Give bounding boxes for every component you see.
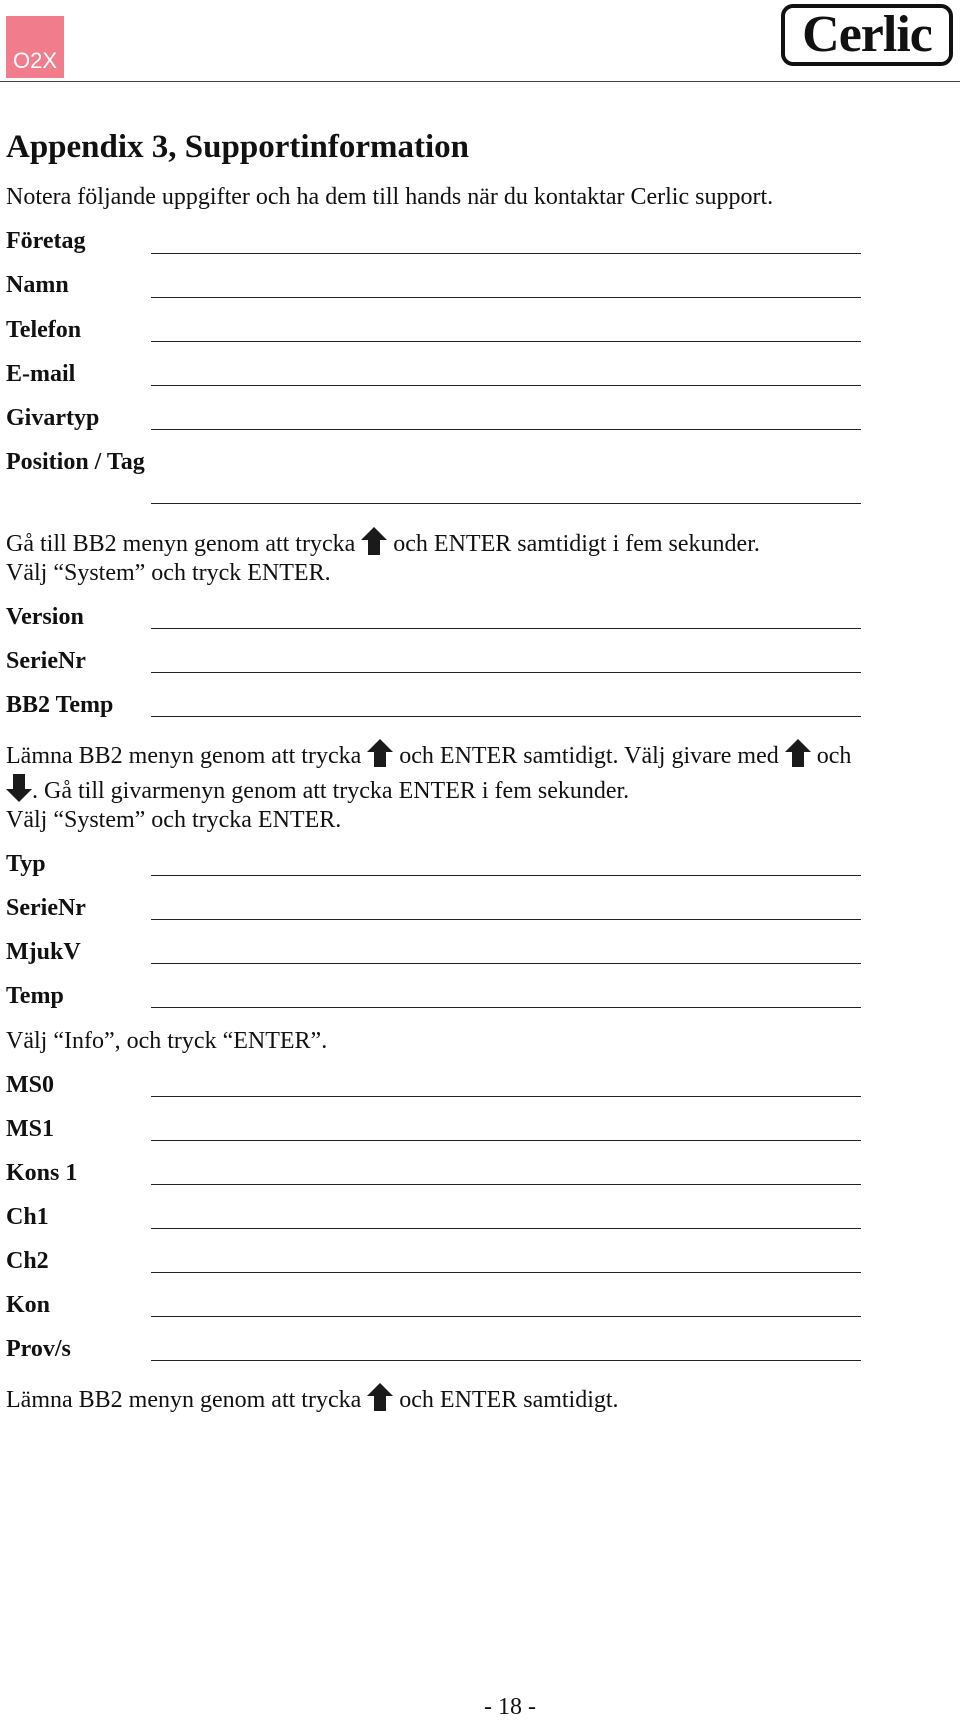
field-line-type[interactable] (151, 875, 861, 876)
field-line-sensor-type[interactable] (151, 429, 861, 430)
field-label-kons1: Kons 1 (6, 1160, 78, 1186)
field-line-phone[interactable] (151, 341, 861, 342)
field-line-email[interactable] (151, 385, 861, 386)
field-label-software: MjukV (6, 939, 81, 965)
info-instruction: Välj “Info”, och tryck “ENTER”. (6, 1028, 328, 1054)
arrow-up-icon (367, 1383, 393, 1411)
field-label-prov-s: Prov/s (6, 1336, 71, 1362)
field-label-email: E-mail (6, 361, 76, 387)
field-line-sensor-serial[interactable] (151, 919, 861, 920)
field-label-ch2: Ch2 (6, 1248, 49, 1274)
field-label-type: Typ (6, 851, 46, 877)
field-label-kon: Kon (6, 1292, 51, 1318)
header-divider (0, 81, 960, 82)
field-line-company[interactable] (151, 253, 861, 254)
exit-instruction-part2: och ENTER samtidigt. (399, 1387, 619, 1413)
sensor-instruction-part2: och ENTER samtidigt. Välj givare med (399, 743, 779, 769)
field-label-ms1: MS1 (6, 1116, 54, 1142)
field-label-sensor-serial: SerieNr (6, 895, 86, 921)
cerlic-logo-text: Cerlic (802, 6, 932, 63)
field-label-phone: Telefon (6, 317, 82, 343)
field-label-position-tag: Position / Tag (6, 449, 145, 475)
field-line-version[interactable] (151, 628, 861, 629)
o2x-logo (6, 16, 64, 78)
field-line-kons1[interactable] (151, 1184, 861, 1185)
arrow-up-icon (785, 739, 811, 767)
field-label-sensor-type: Givartyp (6, 405, 100, 431)
arrow-down-icon (6, 774, 32, 802)
field-label-sensor-temp: Temp (6, 983, 64, 1009)
field-line-bb2-temp[interactable] (151, 716, 861, 717)
bb2-instruction-part1: Gå till BB2 menyn genom att trycka (6, 531, 356, 557)
sensor-instruction-line3: Välj “System” och trycka ENTER. (6, 807, 342, 833)
field-label-company: Företag (6, 228, 86, 254)
cerlic-logo (781, 4, 953, 66)
field-label-version: Version (6, 604, 84, 630)
field-label-ms0: MS0 (6, 1072, 54, 1098)
field-line-ms0[interactable] (151, 1096, 861, 1097)
field-line-position-tag[interactable] (151, 503, 861, 504)
arrow-up-icon (367, 739, 393, 767)
sensor-instruction-line2 (6, 774, 629, 806)
exit-instruction (6, 1383, 619, 1415)
field-line-ch1[interactable] (151, 1228, 861, 1229)
sensor-instruction-part1: Lämna BB2 menyn genom att trycka (6, 743, 362, 769)
field-line-ms1[interactable] (151, 1140, 861, 1141)
sensor-instruction-part4: . Gå till givarmenyn genom att trycka ENTER i fem sekunder. (32, 778, 630, 804)
field-label-bb2-serial: SerieNr (6, 648, 86, 674)
page-title: Appendix 3, Supportinformation (6, 129, 470, 165)
bb2-instruction-line2: Välj “System” och tryck ENTER. (6, 560, 331, 586)
field-label-bb2-temp: BB2 Temp (6, 692, 114, 718)
bb2-instruction-part2: och ENTER samtidigt i fem sekunder. (393, 531, 760, 557)
field-line-bb2-serial[interactable] (151, 672, 861, 673)
field-line-name[interactable] (151, 297, 861, 298)
field-line-software[interactable] (151, 963, 861, 964)
intro-text: Notera följande uppgifter och ha dem till hands när du kontaktar Cerlic support. (6, 184, 774, 210)
bb2-instruction-line1 (6, 527, 760, 559)
sensor-instruction-part3: och (816, 743, 852, 769)
field-line-sensor-temp[interactable] (151, 1007, 861, 1008)
o2x-logo-text: O2X (12, 48, 58, 73)
sensor-instruction-line1 (6, 739, 851, 771)
page-number: - 18 - (484, 1694, 536, 1720)
arrow-up-icon (361, 527, 387, 555)
field-line-prov-s[interactable] (151, 1360, 861, 1361)
field-line-kon[interactable] (151, 1316, 861, 1317)
field-line-ch2[interactable] (151, 1272, 861, 1273)
field-label-name: Namn (6, 272, 69, 298)
field-label-ch1: Ch1 (6, 1204, 49, 1230)
exit-instruction-part1: Lämna BB2 menyn genom att trycka (6, 1387, 362, 1413)
